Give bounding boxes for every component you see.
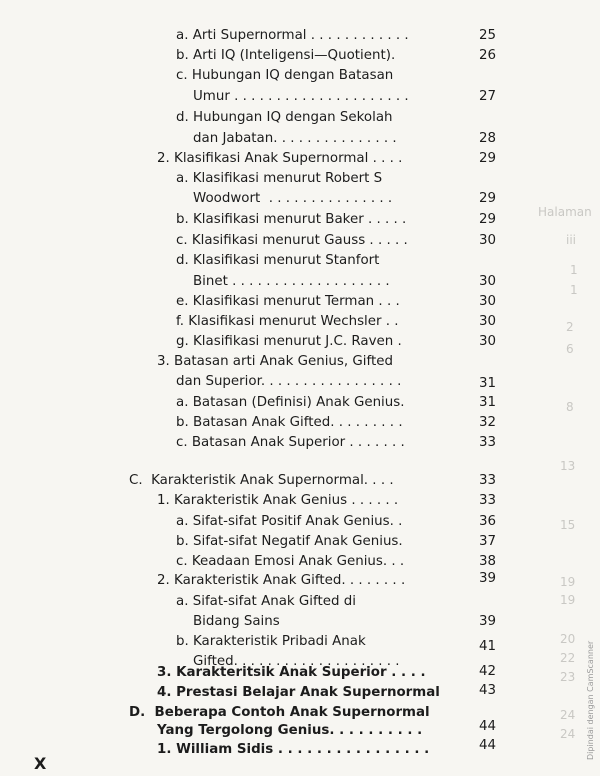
toc-entry: D. Beberapa Contoh Anak Supernormal xyxy=(129,705,430,720)
toc-page-number: 42 xyxy=(478,664,496,679)
toc-page-number: 33 xyxy=(478,493,496,508)
ghost-number: 24 xyxy=(560,708,576,722)
toc-page-number: 30 xyxy=(478,294,496,309)
ghost-number: 15 xyxy=(560,518,576,532)
toc-page-number: 30 xyxy=(478,314,496,329)
toc-entry: Yang Tergolong Genius. . . . . . . . . . xyxy=(157,723,423,738)
toc-page-number: 26 xyxy=(478,48,496,63)
toc-entry: a. Sifat-sifat Positif Anak Genius. . xyxy=(176,514,403,529)
toc-entry: e. Klasifikasi menurut Terman . . . xyxy=(176,294,400,309)
toc-page-number: 30 xyxy=(478,274,496,289)
ghost-number: 19 xyxy=(560,575,576,589)
toc-entry: C. Karakteristik Anak Supernormal. . . . xyxy=(129,473,394,488)
ghost-number: iii xyxy=(566,233,577,247)
toc-entry: d. Hubungan IQ dengan Sekolah xyxy=(176,110,393,125)
toc-entry: b. Klasifikasi menurut Baker . . . . . xyxy=(176,212,407,227)
toc-entry: Woodwort . . . . . . . . . . . . . . . xyxy=(193,191,393,206)
toc-entry: b. Karakteristik Pribadi Anak xyxy=(176,634,366,649)
toc-entry: b. Arti IQ (Inteligensi—Quotient). xyxy=(176,48,396,63)
toc-entry: 2. Karakteristik Anak Gifted. . . . . . . . xyxy=(157,573,406,588)
toc-entry: 1. Karakteristik Anak Genius . . . . . . xyxy=(157,493,399,508)
toc-page-number: 28 xyxy=(478,131,496,146)
ghost-number: 19 xyxy=(560,593,576,607)
toc-page-number: 29 xyxy=(478,212,496,227)
ghost-number: 8 xyxy=(566,400,574,414)
toc-entry: b. Batasan Anak Gifted. . . . . . . . . xyxy=(176,415,403,430)
toc-page-number: 29 xyxy=(478,151,496,166)
toc-page-number: 39 xyxy=(478,614,496,629)
toc-page-number: 33 xyxy=(478,435,496,450)
toc-entry: 3. Karakteritsik Anak Superior . . . . xyxy=(157,665,426,680)
toc-entry: dan Jabatan. . . . . . . . . . . . . . . xyxy=(193,131,397,146)
ghost-number: 6 xyxy=(566,342,574,356)
ghost-number: 23 xyxy=(560,670,576,684)
toc-entry: c. Batasan Anak Superior . . . . . . . xyxy=(176,435,405,450)
toc-entry: Gifted. . . . . . . . . . . . . . . . . . . . xyxy=(193,654,400,669)
page-marker: X xyxy=(34,754,47,773)
ghost-number: 2 xyxy=(566,320,574,334)
toc-entry: a. Sifat-sifat Anak Gifted di xyxy=(176,594,356,609)
toc-entry: a. Klasifikasi menurut Robert S xyxy=(176,171,383,186)
toc-page-number: 36 xyxy=(478,514,496,529)
toc-page-number: 38 xyxy=(478,554,496,569)
toc-entry: d. Klasifikasi menurut Stanfort xyxy=(176,253,380,268)
toc-entry: c. Keadaan Emosi Anak Genius. . . xyxy=(176,554,405,569)
scanner-watermark: Dipindai dengan CamScanner xyxy=(586,640,595,760)
toc-page-number: 37 xyxy=(478,534,496,549)
ghost-number: 24 xyxy=(560,727,576,741)
ghost-number: 1 xyxy=(570,283,578,297)
toc-page-number: 41 xyxy=(478,639,496,654)
toc-entry: Bidang Sains xyxy=(193,614,280,629)
toc-entry: 2. Klasifikasi Anak Supernormal . . . . xyxy=(157,151,403,166)
toc-page-number: 31 xyxy=(478,376,496,391)
toc-entry: g. Klasifikasi menurut J.C. Raven . xyxy=(176,334,402,349)
toc-entry: 4. Prestasi Belajar Anak Supernormal xyxy=(157,685,440,700)
toc-entry: 1. William Sidis . . . . . . . . . . . . . . . . xyxy=(157,742,430,757)
toc-page-number: 30 xyxy=(478,233,496,248)
toc-page-number: 33 xyxy=(478,473,496,488)
ghost-heading: Halaman xyxy=(538,205,592,219)
toc-page-number: 29 xyxy=(478,191,496,206)
toc-page-number: 27 xyxy=(478,89,496,104)
toc-page-number: 30 xyxy=(478,334,496,349)
toc-entry: c. Klasifikasi menurut Gauss . . . . . xyxy=(176,233,408,248)
toc-page-number: 31 xyxy=(478,395,496,410)
toc-entry: a. Arti Supernormal . . . . . . . . . . . . xyxy=(176,28,409,43)
ghost-number: 20 xyxy=(560,632,576,646)
toc-page-number: 44 xyxy=(478,738,496,753)
toc-page-number: 44 xyxy=(478,719,496,734)
toc-entry: Umur . . . . . . . . . . . . . . . . . . . . . xyxy=(193,89,409,104)
toc-entry: c. Hubungan IQ dengan Batasan xyxy=(176,68,394,83)
ghost-number: 13 xyxy=(560,459,576,473)
toc-page-number: 25 xyxy=(478,28,496,43)
toc-page-number: 39 xyxy=(478,571,496,586)
toc-entry: f. Klasifikasi menurut Wechsler . . xyxy=(176,314,399,329)
toc-entry: 3. Batasan arti Anak Genius, Gifted xyxy=(157,354,393,369)
toc-entry: b. Sifat-sifat Negatif Anak Genius. xyxy=(176,534,403,549)
toc-page-number: 43 xyxy=(478,683,496,698)
ghost-number: 1 xyxy=(570,263,578,277)
toc-page-number: 32 xyxy=(478,415,496,430)
ghost-number: 22 xyxy=(560,651,576,665)
toc-entry: Binet . . . . . . . . . . . . . . . . . . . xyxy=(193,274,390,289)
toc-entry: dan Superior. . . . . . . . . . . . . . . . . xyxy=(176,374,402,389)
toc-entry: a. Batasan (Definisi) Anak Genius. xyxy=(176,395,405,410)
